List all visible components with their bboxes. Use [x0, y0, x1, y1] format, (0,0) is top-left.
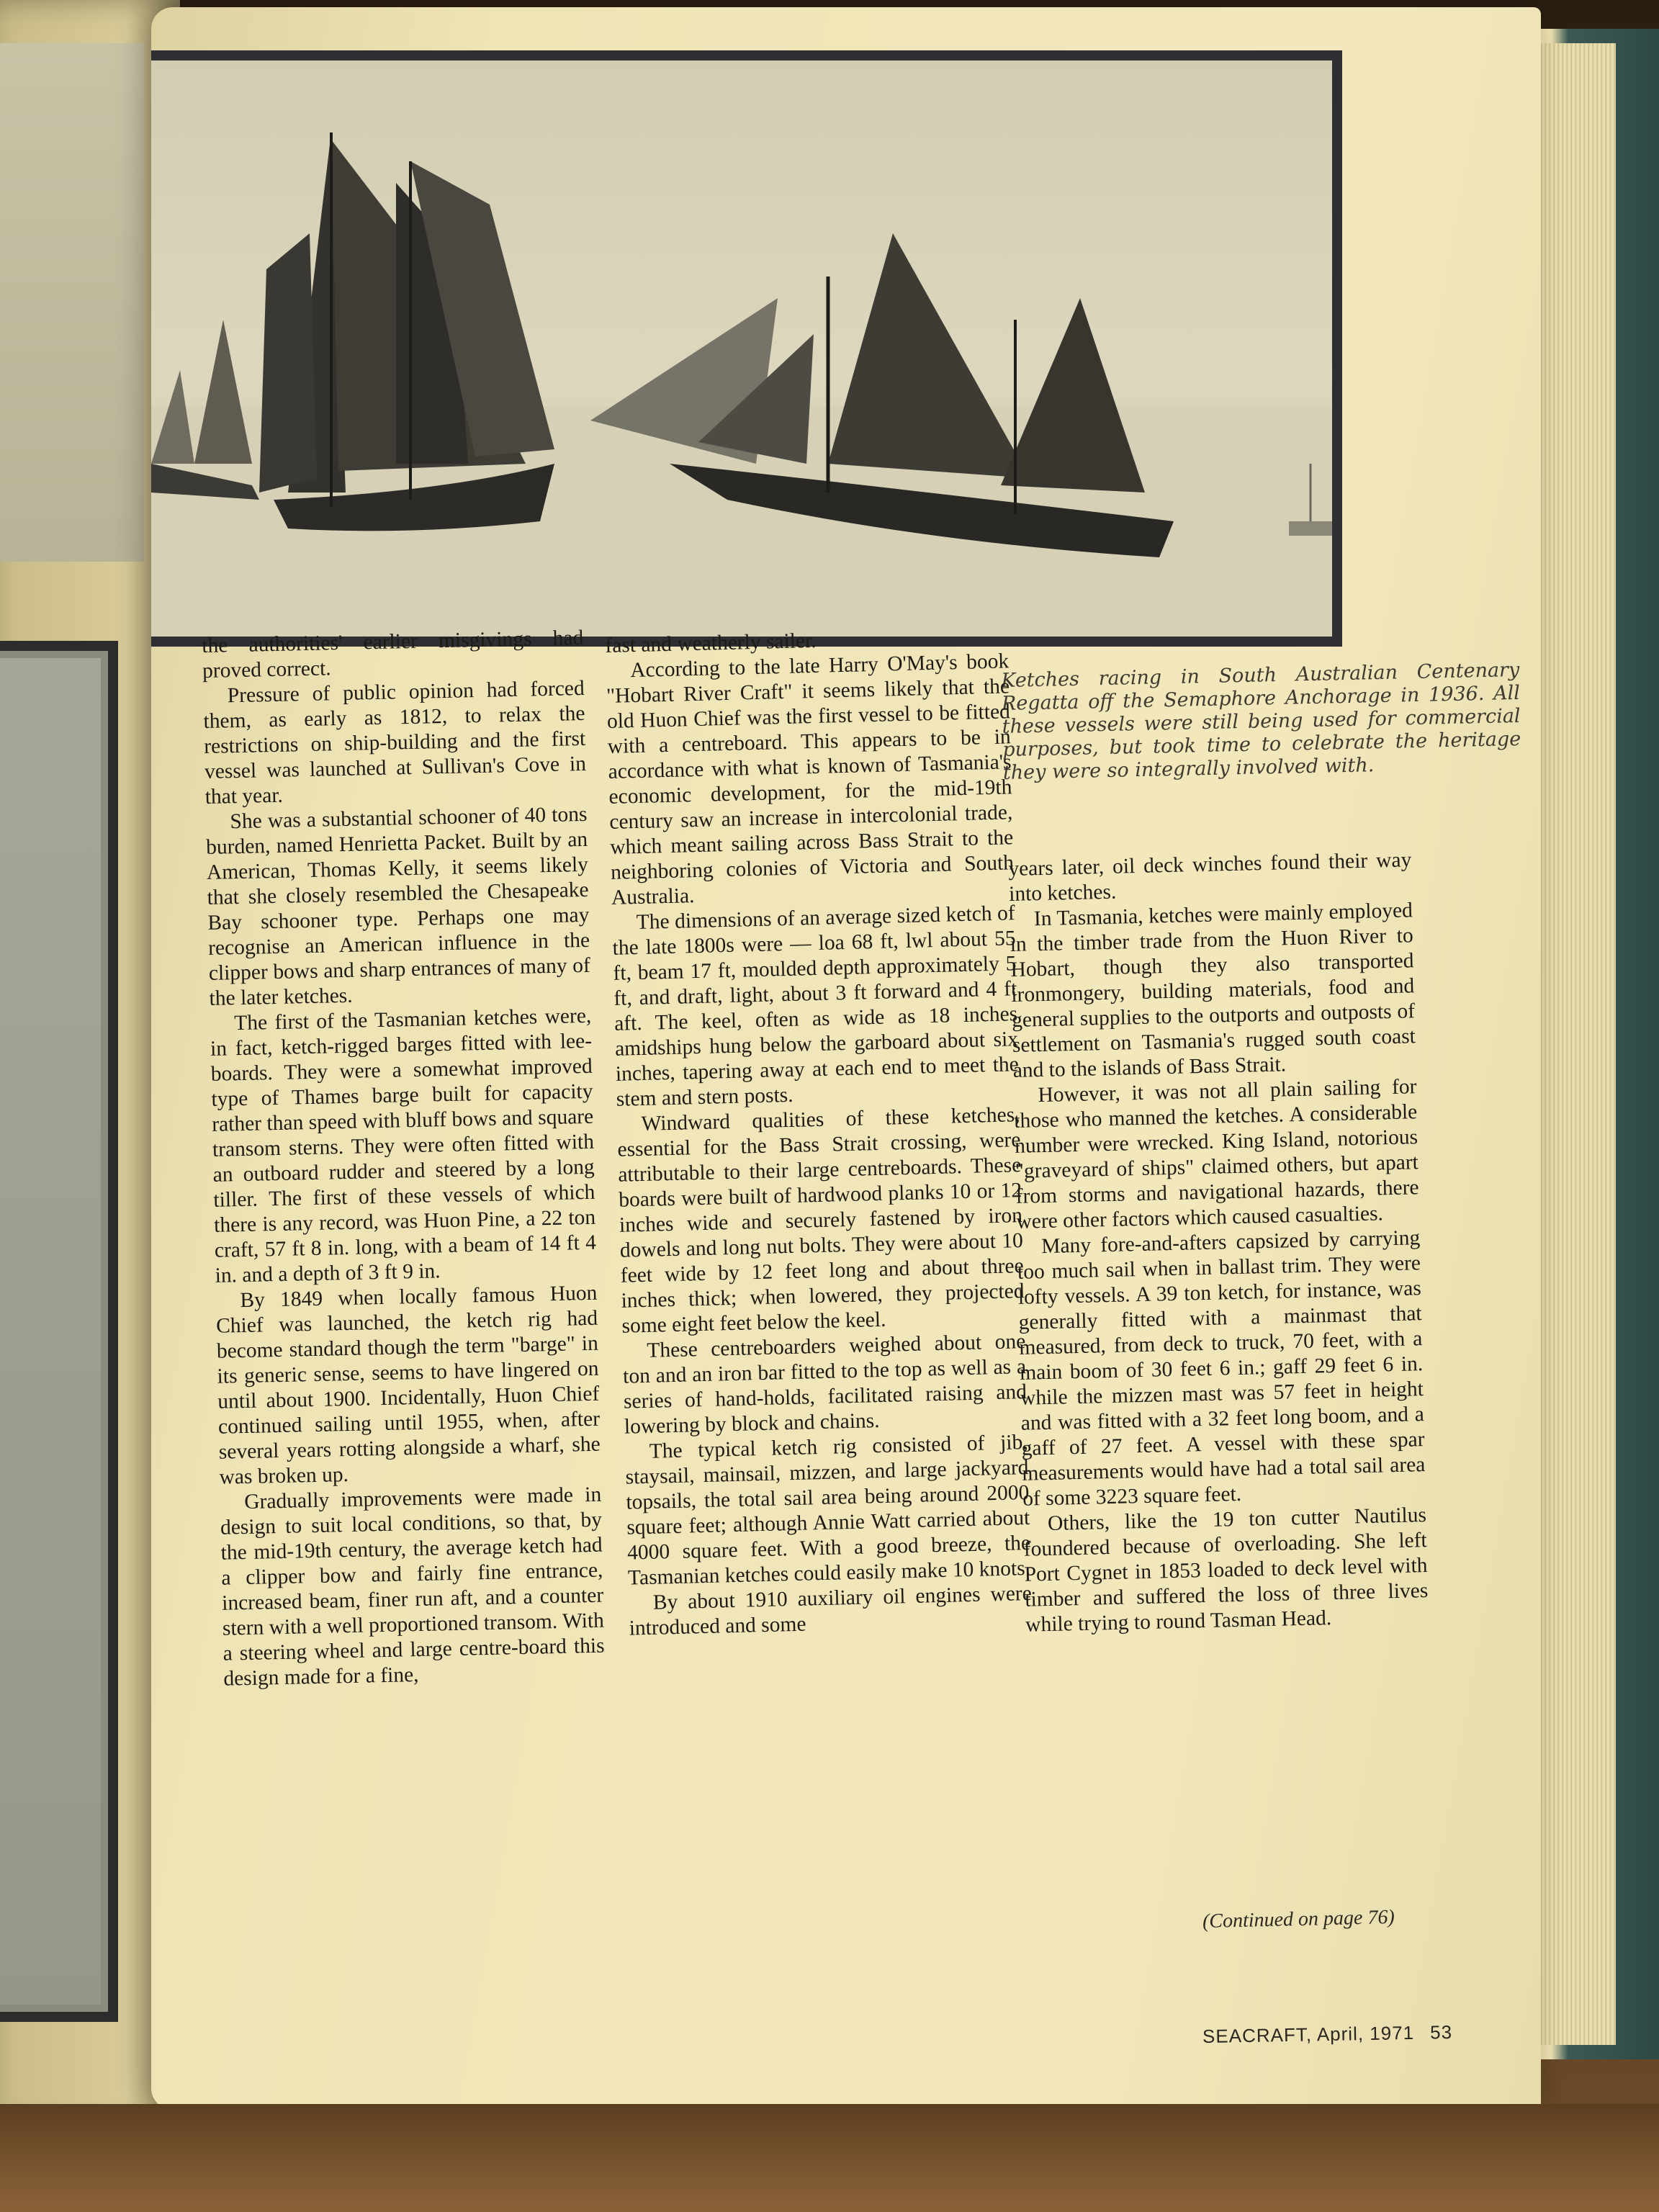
article-column-3: [1008, 848, 1429, 1637]
paragraph: Others, like the 19 ton cutter Nautilus foundered because of overloading. She left Port Cygnet in 1853 loaded to deck level with timber and suffered the loss of three lives while trying to round Tasman Head.: [1023, 1503, 1429, 1637]
photo-caption: Ketches racing in South Australian Centenary Regatta off the Semaphore Anchorage in 1936. All these vessels were still being used for commercial purposes, but took time to celebrate the heritage they were so integrally involved with.: [1001, 658, 1521, 784]
paragraph: In Tasmania, ketches were mainly employed in the timber trade from the Huon River to Hobart, though they also transported ironmongery, building materials, food and general supplies to the outports and outposts of settlement on Tasmania's rugged south coast and to the islands of Bass Strait.: [1010, 899, 1416, 1082]
paragraph: The typical ketch rig consisted of jib, staysail, mainsail, mizzen, and large jackyard topsails, the total sail area being around 2000 square feet; although Annie Watt carried about 4000 square feet. With a good breeze, the Tasmanian ketches could easily make 10 knots.: [625, 1430, 1031, 1590]
paragraph: Windward qualities of these ketches, essential for the Bass Strait crossing, were attributable to their large centreboards. These boards were built of hardwood planks 10 or 12 inches wide and securely fastened by iron dowels and long nut bolts. They were about 10 feet wide by 12 feet long and about three inches thick; when lowered, they projected some eight feet below the keel.: [617, 1103, 1025, 1338]
paragraph: Pressure of public opinion had forced them, as early as 1812, to relax the restrictions on ship-building and the first vessel was launched at Sullivan's Cove in that year.: [203, 676, 587, 809]
paragraph: According to the late Harry O'May's book "Hobart River Craft" it seems likely that the old Huon Chief was the first vessel to be fitted with a centreboard. This appears to be in accordance with what is known of Tasmania's economic development, for the mid-19th century saw an increase in intercolonial trade, which meant sailing across Bass Strait to the neighboring colonies of Victoria and South Australia.: [606, 649, 1015, 909]
magazine-page: [151, 7, 1541, 2110]
previous-page-illustration: [0, 658, 101, 2005]
paragraph: Gradually improvements were made in design to suit local conditions, so that, by the mid-19th century, the average ketch had a clipper bow and fairly fine entrance, increased beam, finer run aft, and a counter stern with a well proportioned transom. With a steering wheel and large centre-board this design made for a fine,: [220, 1483, 605, 1691]
paragraph: By 1849 when locally famous Huon Chief was launched, the ketch rig had become standard though the term "barge" in its generic sense, seems to have lingered on until about 1900. Incidentally, Huon Chief continued sailing until 1955, when, after several years rotting alongside a wharf, she was broken up.: [215, 1281, 601, 1489]
continued-note: (Continued on page 76): [1202, 1905, 1395, 1933]
paragraph: The first of the Tasmanian ketches were, in fact, ketch-rigged barges fitted with lee-boards. They were a somewhat improved type of Thames barge built for capacity rather than speed with bluff bows and square transom sterns. They were often fitted with an outboard rudder and steered by a long tiller. The first of these vessels of which there is any record, was Huon Pine, a 22 ton craft, 57 ft 8 in. long, with a beam of 14 ft 4 in. and a depth of 3 ft 9 in.: [210, 1004, 597, 1287]
previous-page-photo-fragment: [0, 43, 144, 562]
paragraph: These centreboarders weighed about one ton and an iron bar fitted to the top as well as a series of hand-holds, facilitated raising and lowering by block and chains.: [622, 1330, 1028, 1439]
paragraph: years later, oil deck winches found their way into ketches.: [1008, 848, 1412, 906]
paragraph: fast and weatherly sailer.: [605, 629, 817, 657]
previous-page-illustration-frame: [0, 641, 118, 2022]
article-column-2: [605, 624, 1033, 1641]
paragraph: Many fore-and-afters capsized by carrying too much sail when in ballast trim. They were lofty vessels. A 39 ton ketch, for instance, was generally fitted with a mainmast that measured, from deck to truck, 70 feet, with a main boom of 30 feet 6 in.; gaff 29 feet 6 in. while the mizzen mast was 57 feet in height and was fitted with a 32 feet long boom, and a gaff of 27 feet. A vessel with these spar measurements would have had a total sail area of some 3223 square feet.: [1017, 1226, 1426, 1511]
sailing-ketches-image: [151, 60, 1332, 637]
paragraph: However, it was not all plain sailing for those who manned the ketches. A considerable number were wrecked. King Island, notorious "graveyard of ships" claimed others, but apart from storms and navigational hazards, there were other factors which caused casualties.: [1013, 1075, 1419, 1233]
ketch-regatta-photograph: [151, 50, 1342, 647]
paragraph: She was a substantial schooner of 40 tons burden, named Henrietta Packet. Built by an American, Thomas Kelly, it seems likely that she closely resembled the Chesapeake Bay schooner type. Perhaps one may recognise an American influence in the clipper bows and sharp entrances of many of the later ketches.: [205, 802, 591, 1010]
paragraph: By about 1910 auxiliary oil engines were introduced and some: [629, 1581, 1033, 1640]
table-surface: [0, 2104, 1659, 2212]
paragraph: the authorities' earlier misgivings had proved correct.: [202, 626, 584, 683]
paragraph: The dimensions of an average sized ketch of the late 1800s were — loa 68 ft, lwl about 55 ft, beam 17 ft, moulded depth approximately 5 ft, and draft, light, about 3 ft forward and 4 ft aft. The keel, often as wide as 18 inches amidships hung below the garboard about six inches, tapering away at each end to meet the stem and stern posts.: [612, 902, 1020, 1111]
article-column-1: [202, 626, 606, 1692]
page-number: 53: [1429, 2020, 1453, 2044]
page-footer: [1202, 2021, 1453, 2048]
publication-line: SEACRAFT, April, 1971: [1202, 2021, 1415, 2048]
